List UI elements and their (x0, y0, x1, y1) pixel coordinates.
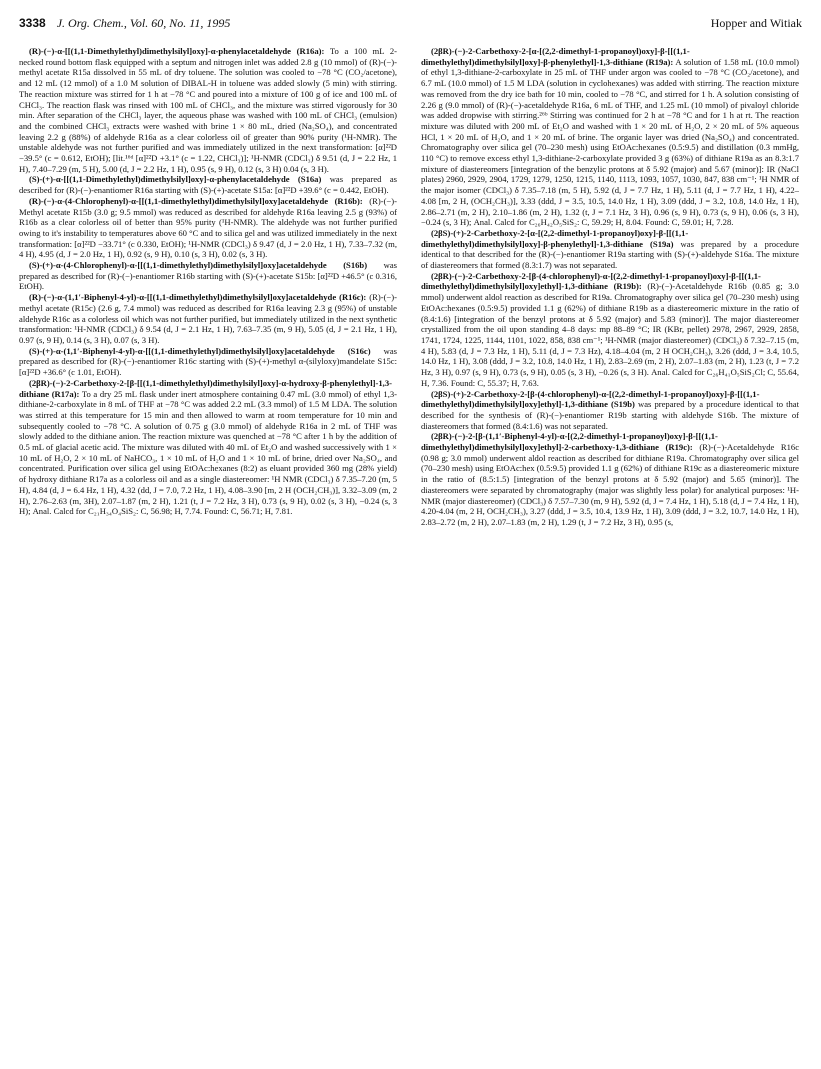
paragraph-body: To a dry 25 mL flask under inert atmosphere containing 0.47 mL (3.0 mmol) of ethyl 1,3-dithiane-2-carboxylate in 8 mL of THF at −78 °C was added 2.2 mL (3.3 mmol) of 1.5 M LDA. The solution was stirred at this temperature for 15 min and then allowed to warm at room temperature for 10 min and subsequently cooled to −78 °C. A solution of 0.75 g (3.0 mmol) of aldehyde R16a in 2 mL of THF was slowly added to the dithiane anion. The reaction mixture was quenched at −78 °C after 1 h by the addition of 0.5 mL of glacial acetic acid. The mixture was diluted with 40 mL of Et₂O and washed successively with 1 × 10 mL of H₂O, 2 × 10 mL of NaHCO₃, 1 × 10 mL of H₂O and 1 × 10 mL of brine, dried over Na₂SO₄, and concentrated. Purification over silica gel using EtOAc:hexanes (8:2) as eluant provided 360 mg (28% yield) of hydroxy dithiane R17a as a colorless oil and as a single diastereomer: ¹H NMR (CDCl₃) δ 7.35–7.20 (m, 5 H), 4.84 (d, J = 6.4 Hz, 1 H), 4.32 (dd, J = 7.0, 7.2 Hz, 1 H), 4.08–3.90 [m, 2 H (OCH₂CH₃)], 3.32–3.09 (m, 2 H), 2.76–2.63 (m, 3H), 2.07–1.87 (m, 2 H), 1.21 (t, J = 7.2 Hz, 3 H), 0.73 (s, 9 H), 0.02 (s, 3 H), −0.24 (s, 3 H); Anal. Calcd for C₂₁H₃₄O₄SiS₂: C, 56.98; H, 7.74. Found: C, 56.71; H, 7.81. (19, 388, 397, 517)
compound-heading: (R)-(−)-α-[[(1,1-Dimethylethyl)dimethylsilyl]oxy]-α-phenylacetaldehyde (R16a): (29, 46, 325, 56)
paragraph-s16a (19, 174, 397, 195)
header-authors: Hopper and Witiak (710, 16, 802, 30)
paragraph-body: (R)-(−)-Acetaldehyde R16b (0.85 g; 3.0 mmol) underwent aldol reaction as described for R19a. Chromatography over silica gel (70–230 mesh) using EtOAc:hexanes (0.5:9.5) provided 1.1 g (62%) of dithiane R19b as a diastereomeric mixture in the ratio of (8.4:1.6) [integration of the benzyl protons at δ 5.92 (major) and 5.83 (minor)]. The major diastereomer crystallized from the oil upon standing 4–8 days: mp 88–89 °C; IR (KBr, pellet) 2978, 2967, 2929, 2858, 1741, 1724, 1225, 1144, 1101, 1022, 858, 838 cm⁻¹; ¹H-NMR (major diastereomer) (CDCl₃) δ 7.32–7.15 (m, 4 H), 5.83 (d, J = 7.3 Hz, 1 H), 5.11 (d, J = 7.3 Hz), 4.18–4.04 (m, 2 H OCH₂CH₃), 3.26 (ddd, J = 3.4, 10.5, 14.0 Hz, 1 H), 3.08 (ddd, J = 3.2, 10.8, 14.0 Hz, 1 H), 2.83–2.69 (m, 2 H), 2.07–1.83 (m, 2 H), 1.23 (t, J = 7.2 Hz, 3 H), 0.97 (s, 9 H), 0.73 (s, 9 H), 0.05 (s, 3 H), −0.26 (s, 3 H). Anal. Calcd for C₂₆H₄₁O₅SiS₂Cl; C, 55.64, H, 7.36. Found: C, 55.37; H, 7.63. (421, 281, 799, 388)
paragraph-r19c (421, 431, 799, 527)
compound-heading: (R)-(−)-α-(1,1′-Biphenyl-4-yl)-α-[[(1,1-dimethylethyl)dimethylsilyl]oxy]acetaldehyde (R16c): (29, 292, 367, 303)
paragraph-r16a (19, 46, 397, 174)
paragraph-r16b (19, 196, 397, 260)
compound-heading: (2βS)-(+)-2-Carbethoxy-2-[β-(4-chlorophenyl)-α-[(2,2-dimethyl-1-propanoyl)oxy]-β-[[(1,1-dimethylethyl)dimethylsilyl]oxy]ethyl]-1,3-dithiane (S19b) (421, 388, 760, 410)
paragraph-body: (R)-(−)-methyl acetate (R15c) (2.6 g, 7.4 mmol) was reduced as described for R16a leaving 2.3 g (95%) of unstable aldehyde R16c as a colorless oil which was not further purified, but immediately utilized in the next synthetic transformation: ¹H-NMR (CDCl₃) δ 9.54 (d, J = 2.1 Hz, 1 H), 7.63–7.35 (m, 9 H), 5.05 (d, J = 2.1 Hz, 1 H), 0.97 (s, 9 H), 0.14 (s, 3 H), 0.07 (s, 3 H). (19, 292, 397, 345)
paragraph-s16c (19, 346, 397, 378)
paragraph-r17a (19, 378, 397, 517)
page-number: 3338 (19, 16, 46, 30)
paragraph-body: A solution of 1.58 mL (10.0 mmol) of ethyl 1,3-dithiane-2-carboxylate in 25 mL of THF under argon was cooled to −78 °C (CO₂/acetone), and 6.7 mL (10.0 mmol) of 1.5 M LDA (solution in cyclohexanes) was added with stirring. The reaction mixture was removed from the dry ice bath for 10 min, cooled to −78 °C, and stirred for 1 h. A solution consisting of 2.26 g (9.0 mmol) of (R)-(−)-acetaldehyde R16a, 6 mL of THF, and 1.25 mL (10 mmol) of pivaloyl chloride was added dropwise with stirring.²⁶ᵇ Stirring was continued for 2 h at −78 °C and for 1 h at rt. The reaction mixture was diluted with 200 mL of Et₂O and washed with 1 × 20 mL of H₂O, 2 × 20 mL of 5% aqueous HCl, 1 × 20 mL of H₂O, and 1 × 20 mL of brine. The organic layer was dried (Na₂SO₄) and concentrated. Chromatography over silica gel (70–230 mesh) using EtOAc:hexanes (0.5:9.5) and distillation (0.3 mmHg, 110 °C) to remove excess ethyl 1,3-dithiane-2-carboxylate provided 3 g (63%) of dithiane R19a as an 8.3:1.7 mixture of diastereomers [integration of the benzylic protons at δ 5.92 (major) and 5.67 (minor)]: IR (NaCl plates) 2960, 2929, 2904, 1729, 1279, 1250, 1215, 1140, 1113, 1093, 1057, 1030, 847, 838 cm⁻¹; ¹H NMR of the major isomer (CDCl₃) δ 7.35–7.18 (m, 5 H), 5.92 (d, J = 7.7 Hz, 1 H), 5.11 (d, J = 7.7 Hz, 1 H), 4.22–4.08 [m, 2 H, (OCH₂CH₃)], 3.33 (ddd, J = 3.5, 10.5, 14.0 Hz, 1 H), 3.09 (ddd, J = 3.2, 10.8, 14.0 Hz, 1 H), 2.86–2.71 (m, 2 H), 2.10–1.86 (m, 2 H), 1.32 (t, J = 7.1 Hz, 3 H), 0.96 (s, 9 H), 0.73 (s, 9 H), 0.06 (s, 3 H), −0.24 (s, 3 H); Anal. Calcd for C₂₆H₄₂O₅SiS₂: C, 59.29; H, 8.04. Found: C, 59.01; H, 7.28. (421, 56, 799, 228)
paragraph-body: was prepared as described for (R)-(−)-enantiomer R16c starting with (S)-(+)-methyl α-(silyloxy)mandelate S15c: [α]²²D +36.6° (c 1.01, EtOH). (19, 345, 397, 378)
left-column (19, 46, 397, 1058)
header-left (19, 14, 230, 32)
paragraph-body: was prepared by a procedure identical to that described for the (R)-(−)-enantiomer R19a starting with (S)-(+)-aldehyde S16a. The mixture of diastereomers that formed (8.3:1.7) was not separated. (421, 238, 799, 271)
paragraph-r16c (19, 292, 397, 346)
paragraph-s19b (421, 389, 799, 432)
paragraph-r19b (421, 271, 799, 389)
compound-heading: (S)-(+)-α-(1,1′-Biphenyl-4-yl)-α-[[(1,1-dimethylethyl)dimethylsilyl]oxy]acetaldehyde (S16c) (29, 345, 371, 356)
compound-heading: (R)-(−)-α-(4-Chlorophenyl)-α-[[(1,1-dimethylethyl)dimethylsilyl]oxy]acetaldehyde (R16b): (29, 195, 363, 206)
paragraph-body: was prepared as described for (R)-(−)-enantiomer R16b starting with (S)-(+)-acetate S15b: [α]²²D +46.5° (c 0.316, EtOH). (19, 260, 397, 292)
paragraph-body: To a 100 mL 2-necked round bottom flask equipped with a septum and nitrogen inlet was added 2.8 g (10 mmol) of (R)-(−)-methyl acetate R15a dissolved in 55 mL of dry toluene. The solution was cooled to −78 °C (CO₂/acetone), and 12 mL (12 mmol) of a 1.0 M solution of DIBAL-H in toluene was added slowly (5 min) with stirring. The reaction mixture was stirred for 1 h at −78 °C and poured into a mixture of 100 g of ice and 100 mL of CHCl₃. The reaction flask was rinsed with 100 mL of CHCl₃, and the mixture was stirred vigorously for 30 min. After separation of the CHCl₃ layer, the aqueous phase was washed with 100 mL of CHCl₃ (emulsion) and the combined CHCl₃ extracts were washed with brine 1 × 80 mL, dried (Na₂SO₄), and concentrated leaving 2.2 g (88%) of aldehyde R16a as a clear colorless oil of greater than 90% purity (¹H-NMR). The unstable aldehyde was not further purified and was immediately utilized in the next transformation: [α]²²D −39.5° (c = 0.612, EtOH); [lit.¹⁶ᵈ [α]²²D +3.1° (c = 1.22, CHCl₃)]; ¹H-NMR (CDCl₃) δ 9.51 (d, J = 2.2 Hz, 1 H), 7.40–7.29 (m, 5 H), 5.00 (d, J = 2.2 Hz, 1 H), 0.95 (s, 9 H), 0.12 (s, 3 H) 0.04 (s, 3 H). (19, 46, 397, 174)
compound-heading: (S)-(+)-α-(4-Chlorophenyl)-α-[[(1,1-dimethylethyl)dimethylsilyl]oxy]acetaldehyde (S16b) (29, 260, 368, 271)
compound-heading: (2βR)-(−)-2-Carbethoxy-2-[β-(4-chlorophenyl)-α-[(2,2-dimethyl-1-propanoyl)oxy]-β-[[(1,1-dimethylethyl)dimethylsilyl]oxy]ethyl]-1,3-dithiane (R19b): (421, 270, 761, 292)
paragraph-body: was prepared by a procedure identical to that described for the synthesis of (R)-(−)-enantiomer R19b starting with aldehyde S16b. The mixture of diastereomers that formed (8.4:1.6) was not separated. (421, 399, 799, 431)
paragraph-body: (R)-(−)-Methyl acetate R15b (3.0 g; 9.5 mmol) was reduced as described for aldehyde R16a leaving 2.5 g (93%) of R16b as a clear colorless oil of better than 95% purity (¹H-NMR). The aldehyde was not further purified owing to it's instability to temperatures above 60 °C and to silica gel and was utilized immediately in the next transformation: [α]²²D −33.71° (c 0.330, EtOH); ¹H-NMR (CDCl₃) δ 9.47 (d, J = 2.0 Hz, 1 H), 7.33–7.32 (m, 4 H), 4.95 (d, J = 2.0 Hz, 1 H), 0.92 (s, 9 H), 0.10 (s, 3 H), 0.02 (s, 3 H). (19, 195, 397, 260)
paragraph-body: (R)-(−)-Acetaldehyde R16c (0.98 g; 3.0 mmol) underwent aldol reaction as described for dithiane R19a. Chromatography over silica gel (70–230 mesh) using EtOAc:hex (0.5:9.5) provided 1.1 g (62%) of dithiane R19c as a diastereomeric mixture in the ratio of (8.5:1.5) [integration of the benzyl protons at δ 5.92 (major) and 5.65 (minor)]. The diastereomers were separated by chromatography (major was slightly less polar) for analytical purposes: ¹H-NMR (major diastereomer) (CDCl₃) δ 7.57–7.30 (m, 9 H), 5.92 (d, J = 7.4 Hz, 1 H), 5.18 (d, J = 7.4 Hz, 1 H), 4.20-4.04 (m, 2 H, OCH₂CH₃), 3.27 (ddd, J = 3.5, 10.4, 13.9 Hz, 1 H), 3.09 (ddd, J = 3.2, 10.7, 14.0 Hz, 1 H), 2.83–2.72 (m, 2 H), 2.07–1.83 (m, 2 H), 1.29 (t, J = 7.2 Hz, 3 H), 0.95 (s, (421, 442, 799, 527)
compound-heading: (2βR)-(−)-2-[β-(1,1′-Biphenyl-4-yl)-α-[(2,2-dimethyl-1-propanoyl)oxy]-β-[[(1,1-dimethylethyl)dimethylsilyl]oxy]ethyl]-2-carbethoxy-1,3-dithiane (R19c): (421, 431, 718, 453)
paragraph-s19a (421, 228, 799, 271)
paragraph-s16b (19, 260, 397, 292)
paragraph-body: was prepared as described for (R)-(−)-enantiomer R16a starting with (S)-(+)-acetate S15a: [α]²²D +39.6° (c = 0.442, EtOH). (19, 174, 397, 196)
right-column (421, 46, 799, 1058)
journal-citation: J. Org. Chem., Vol. 60, No. 11, 1995 (56, 16, 231, 30)
paragraph-r19a (421, 46, 799, 228)
compound-heading: (2βS)-(+)-2-Carbethoxy-2-[α-[(2,2-dimethyl-1-propanoyl)oxy]-β-[[(1,1-dimethylethyl)dimethylsilyl]oxy]-β-phenylethyl]-1,3-dithiane (S19a) (421, 227, 689, 249)
compound-heading: (2βR)-(−)-2-Carbethoxy-2-[β-[[(1,1-dimethylethyl)dimethylsilyl]oxy]-α-hydroxy-β-phenylethyl]-1,3-dithiane (R17a): (19, 377, 392, 399)
running-header (19, 14, 802, 32)
compound-heading: (2βR)-(−)-2-Carbethoxy-2-[α-[(2,2-dimethyl-1-propanoyl)oxy]-β-[[(1,1-dimethylethyl)dimethylsilyl]oxy]-β-phenylethyl]-1,3-dithiane (R19a): (421, 46, 690, 67)
compound-heading: (S)-(+)-α-[[(1,1-Dimethylethyl)dimethylsilyl]oxy]-α-phenylacetaldehyde (S16a) (29, 174, 322, 185)
